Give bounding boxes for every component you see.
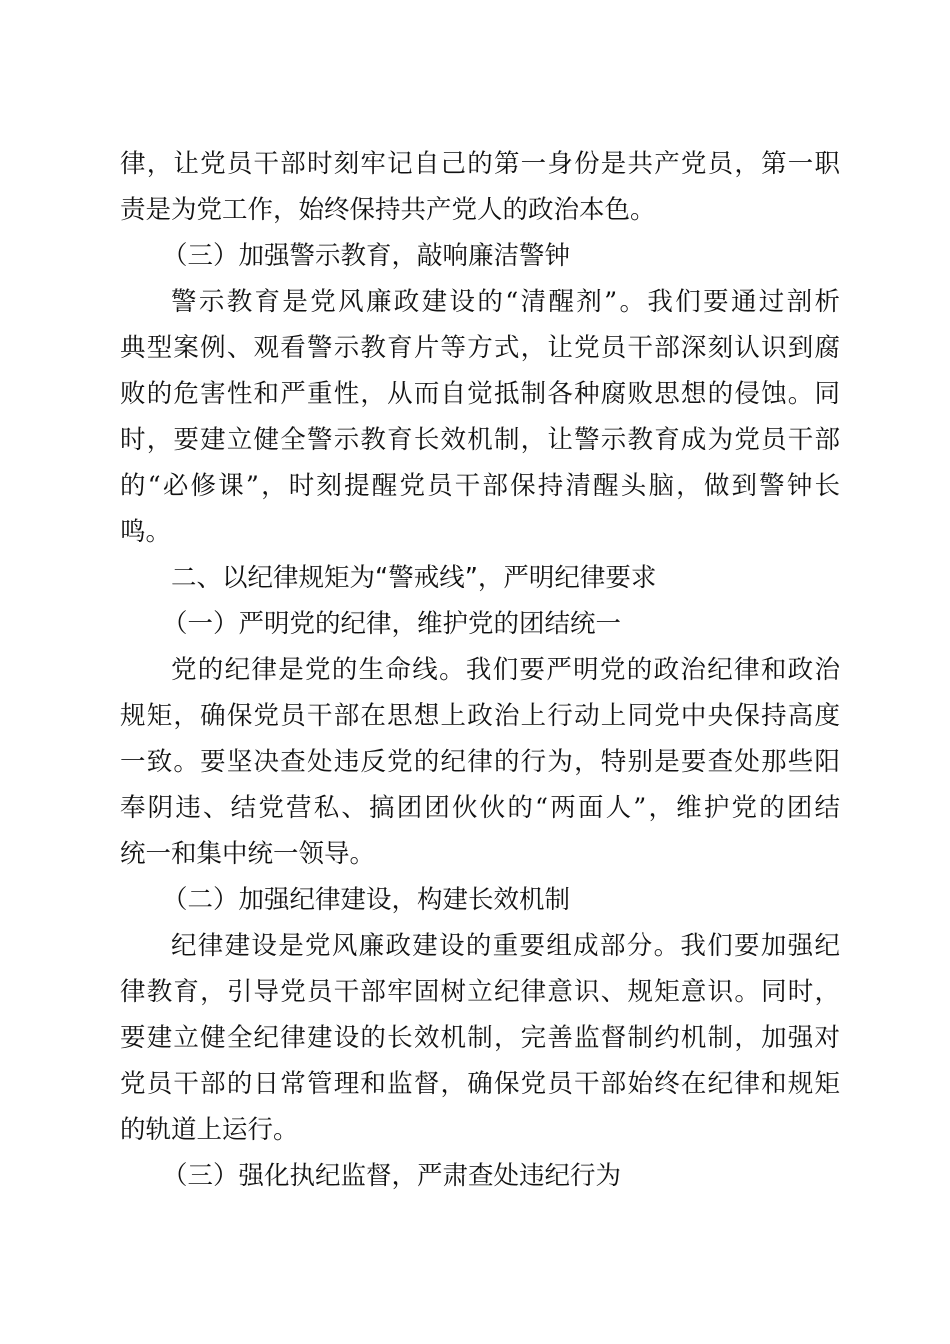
paragraph-line: 的轨道上运行。 — [120, 1115, 299, 1145]
subheading-3b: （三）强化执纪监督，严肃查处违纪行为 — [162, 1161, 622, 1191]
subheading-1: （一）严明党的纪律，维护党的团结统一 — [162, 609, 622, 639]
paragraph-line: 党的纪律是党的生命线。我们要严明党的政治纪律和政治 — [171, 655, 840, 685]
paragraph-line: 警示教育是党风廉政建设的“清醒剂”。我们要通过剖析 — [171, 287, 840, 317]
paragraph-line: 的“必修课”，时刻提醒党员干部保持清醒头脑，做到警钟长 — [120, 471, 840, 501]
paragraph-line: 典型案例、观看警示教育片等方式，让党员干部深刻认识到腐 — [120, 333, 840, 363]
subheading-3: （三）加强警示教育，敲响廉洁警钟 — [162, 241, 571, 271]
paragraph-line: 要建立健全纪律建设的长效机制，完善监督制约机制，加强对 — [120, 1023, 840, 1053]
paragraph-line: 统一和集中统一领导。 — [120, 839, 376, 869]
paragraph-line: 奉阴违、结党营私、搞团团伙伙的“两面人”，维护党的团结 — [120, 793, 840, 823]
paragraph-line: 责是为党工作，始终保持共产党人的政治本色。 — [120, 195, 656, 225]
paragraph-line: 党员干部的日常管理和监督，确保党员干部始终在纪律和规矩 — [120, 1069, 840, 1099]
paragraph-line: 时，要建立健全警示教育长效机制，让警示教育成为党员干部 — [120, 425, 840, 455]
paragraph-line: 律，让党员干部时刻牢记自己的第一身份是共产党员，第一职 — [120, 149, 840, 179]
paragraph-line: 规矩，确保党员干部在思想上政治上行动上同党中央保持高度 — [120, 701, 840, 731]
subheading-2: （二）加强纪律建设，构建长效机制 — [162, 885, 571, 915]
paragraph-line: 败的危害性和严重性，从而自觉抵制各种腐败思想的侵蚀。同 — [120, 379, 840, 409]
paragraph-line: 一致。要坚决查处违反党的纪律的行为，特别是要查处那些阳 — [120, 747, 840, 777]
paragraph-line: 纪律建设是党风廉政建设的重要组成部分。我们要加强纪 — [171, 931, 840, 961]
section-heading-2: 二、以纪律规矩为“警戒线”，严明纪律要求 — [171, 563, 657, 593]
paragraph-line: 鸣。 — [120, 517, 172, 547]
paragraph-line: 律教育，引导党员干部牢固树立纪律意识、规矩意识。同时， — [120, 977, 840, 1007]
